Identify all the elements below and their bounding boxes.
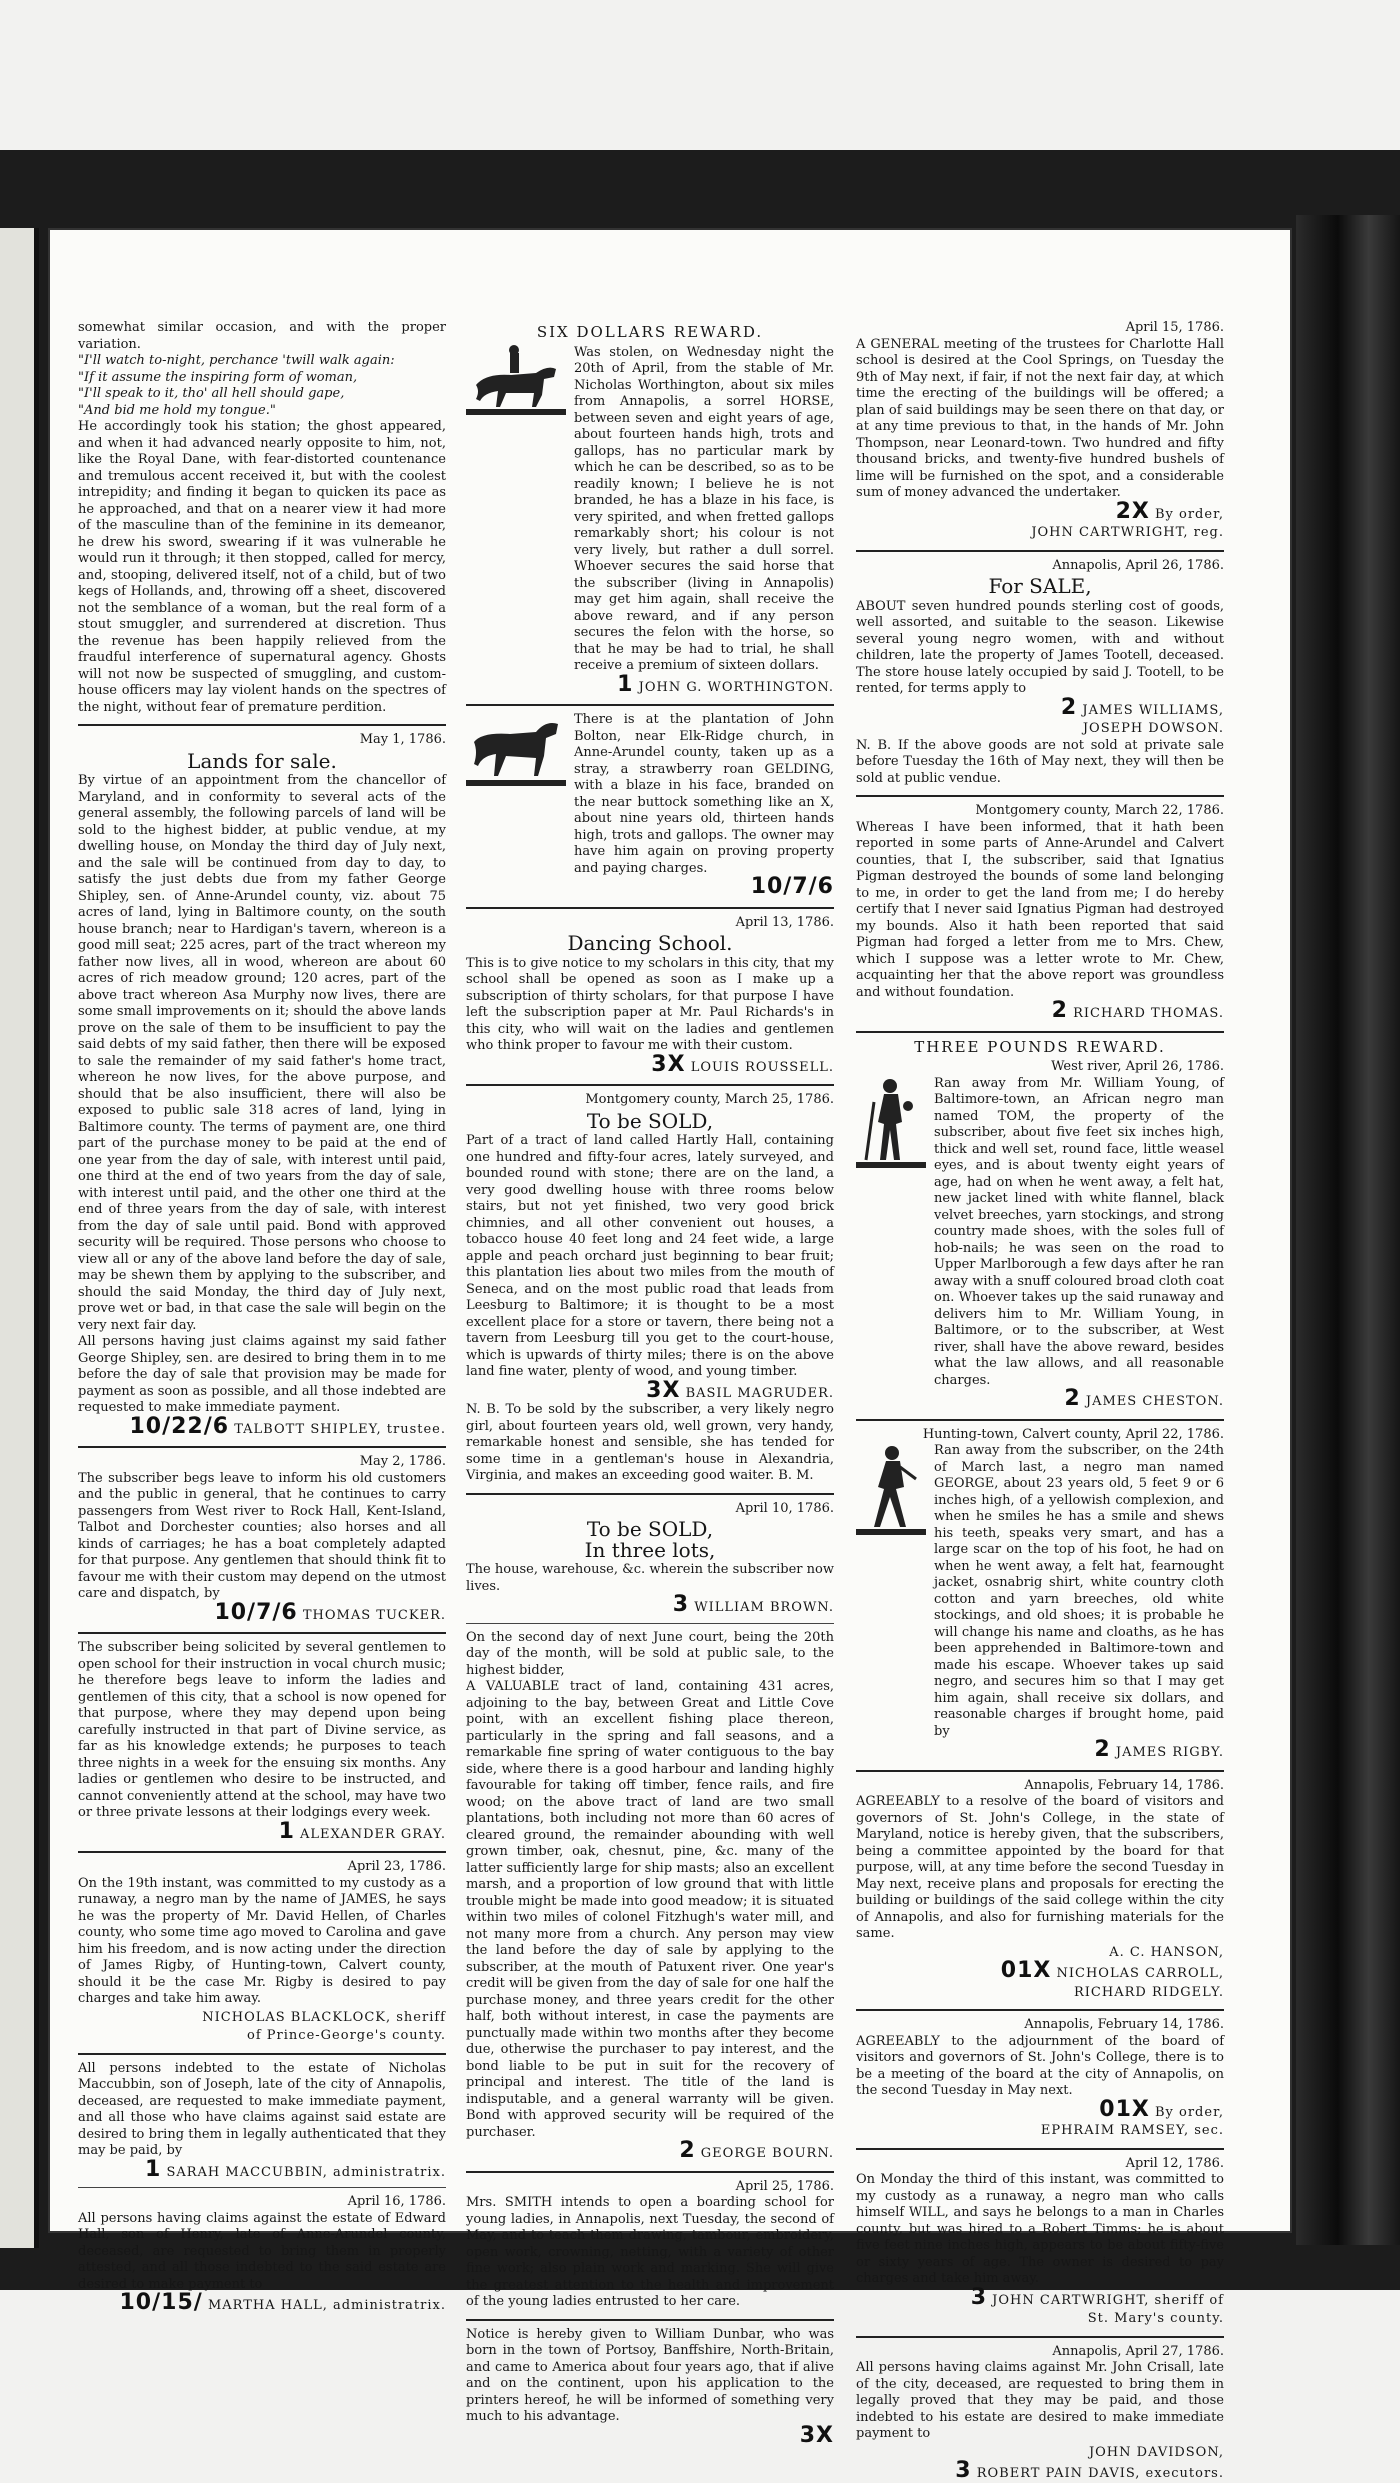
ad-body: N. B. To be sold by the subscriber, a very likely negro girl, about fourteen years old, well grown, very handy, remarkable honest and sensible, she has tended for some time in a gentleman's house in Alexandria, Virginia, and makes an exceeding good waiter. B. M. [466, 1402, 834, 1483]
handwritten-mark: 10/15/ [119, 2290, 203, 2315]
newspaper-page [48, 228, 1292, 2483]
ad-signature: 10/22/6 TALBOTT SHIPLEY, trustee. [129, 1413, 446, 1439]
handwritten-mark: 2 [1051, 998, 1068, 1023]
ad-body: Whereas I have been informed, that it hath been reported in some parts of Anne-Arundel and Calvert counties, that I, the subscriber, said that Ignatius Pigman destroyed the bounds of some land belonging to me, in order to get the land from me; I do hereby certify that I never said Ignatius Pigman had destroyed my bounds. Also it hath been reported that said Pigman had forged a letter from me to Mrs. Chew, which I suppose was a letter wrote to Mr. Chew, acquainting her that the above report was groundless and without foundation. [856, 819, 1224, 1000]
ad-signature: 3 JOHN CARTWRIGHT, sheriff of [970, 2284, 1224, 2310]
divider [466, 704, 834, 706]
ad-with-woodcut [856, 1076, 1224, 1390]
handwritten-mark: 3X [799, 2422, 834, 2448]
divider [856, 550, 1224, 552]
divider [856, 2336, 1224, 2338]
divider [466, 907, 834, 909]
dateline: Annapolis, February 14, 1786. [1024, 1777, 1224, 1793]
divider [78, 1446, 446, 1448]
handwritten-mark: 1 [617, 671, 634, 697]
ad-signature: 3X BASIL MAGRUDER. [646, 1377, 834, 1403]
handwritten-mark: 10/7/6 [214, 1599, 298, 1625]
dateline: April 25, 1786. [735, 2178, 834, 2194]
ad-heading: Dancing School. [567, 931, 733, 955]
dateline: West river, April 26, 1786. [1051, 1059, 1224, 1074]
ad-signature: 2 RICHARD THOMAS. [1051, 998, 1224, 1023]
ad-signature: 2 JAMES WILLIAMS, [1060, 694, 1224, 720]
ad-signature: 1 ALEXANDER GRAY. [278, 1818, 446, 1844]
handwritten-mark: 3X [646, 1377, 681, 1403]
handwritten-mark: 3 [955, 2458, 972, 2483]
ad-body: ABOUT seven hundred pounds sterling cost of goods, well assorted, and suitable to the season. Likewise several young negro women, with and without children, late the property of James Tootell, deceased. The store house lately occupied by said J. Tootell, to be rented, for terms apply to [856, 598, 1224, 696]
divider [78, 1632, 446, 1634]
ad-body: A GENERAL meeting of the trustees for Charlotte Hall school is desired at the Cool Springs, on Tuesday the 9th of May next, if fair, if not the next fair day, at which time the erecting of the buildings will be offered; a plan of said buildings may be seen there on that day, or at any time previous to that, in the hands of Mr. John Thompson, near Leonard-town. Two hundred and fifty thousand bricks, and twenty-five hundred bushels of lime will be furnished on the spot, and a considerable sum of money advanced the undertaker. [856, 336, 1224, 500]
ad-with-woodcut [466, 712, 834, 877]
ad-signature: 3 WILLIAM BROWN. [672, 1592, 834, 1617]
ad-heading: For SALE, [988, 574, 1092, 598]
ad-signature: 2 JAMES RIGBY. [1094, 1737, 1224, 1762]
dateline: April 15, 1786. [1125, 320, 1224, 335]
divider [466, 2171, 834, 2173]
ad-signature: JOHN CARTWRIGHT, reg. [1031, 525, 1224, 540]
handwritten-mark: 01X [1000, 1958, 1052, 1983]
ad-with-woodcut [466, 345, 834, 675]
ad-signature: 10/15/ MARTHA HALL, administratrix. [119, 2290, 446, 2315]
ad-body: AGREEABLY to the adjournment of the board of visitors and governors of St. John's College, there is to be a meeting of the board at the city of Annapolis, on the second Tuesday in May next. [856, 2033, 1224, 2098]
horse-woodcut-icon [466, 712, 566, 790]
ad-signature: 1 JOHN G. WORTHINGTON. [617, 671, 834, 697]
handwritten-mark: 1 [145, 2156, 162, 2182]
dateline: April 23, 1786. [347, 1859, 446, 1874]
book-binding [1296, 215, 1400, 2245]
dateline: May 2, 1786. [359, 1454, 446, 1469]
ad-heading: Lands for sale. [187, 748, 337, 773]
left-page-edge [0, 228, 39, 2248]
divider [856, 1419, 1224, 1421]
ad-body: The subscriber being solicited by several gentlemen to open school for their instruction in vocal church music; he therefore begs leave to inform the ladies and gentlemen of this city, that a school is now opened for that purpose, where they may depend upon being carefully instructed in that part of Divine service, as far as his knowledge extends; he purposes to teach three nights in a week for the ensuing six months. Any ladies or gentlemen who desire to be instructed, and cannot conveniently attend at the school, may have two or three private lessons at their lodgings every week. [78, 1640, 446, 1820]
ad-signature: 01X NICHOLAS CARROLL, [1000, 1958, 1224, 1983]
ad-body: All persons having claims against the estate of Edward Hall, son of Henry, late of Anne-Arundel county, deceased, are requested to bring them in properly attested, and all those indebted to the said estate are desired to make payment to [78, 2210, 446, 2292]
ad-body: By virtue of an appointment from the chancellor of Maryland, and in conformity to several acts of the general assembly, the following parcels of land will be sold to the highest bidder, at public vendue, at my dwelling house, on Monday the third day of July next, and the sale will be continued from day to day, to satisfy the just debts due from my father George Shipley, sen. of Anne-Arundel county, viz. about 75 acres of land, lying in Baltimore county, on the south house branch; near to Hardigan's tavern, whereon is a good mill seat; 225 acres, part of the tract whereon my father now lives, all in wood, whereon are about 60 acres of rich meadow ground; 120 acres, part of the above tract whereon Asa Murphy now lives, there are some small improvements on it; should the above lands prove on the sale of them to be insufficient to pay the said debts of my said father, then there will be exposed to sale the remainder of my said father's home tract, whereon he now lives, for the above purpose, and should that be also insufficient, there will also be exposed to public sale 318 acres of land, lying in Baltimore county. The terms of payment are, one third part of the purchase money to be paid at the end of one year from the day of sale, with interest until paid, one third at the end of two years from the day of sale, with interest until paid, and the other one third at the end of three years from the day of sale, with interest from the day of sale until paid. Bond with approved security will be required. Those persons who choose to view all or any of the above land before the day of sale, may be shewn them by applying to the subscriber, and should the said Monday, the third day of July next, prove wet or bad, in that case the sale will begin on the very next fair day. [78, 773, 446, 1333]
ad-signature: 10/7/6 THOMAS TUCKER. [214, 1599, 446, 1625]
ad-subheading: In three lots, [584, 1537, 716, 1562]
verse-line: "I'll speak to it, tho' all hell should gape, [78, 386, 345, 401]
ad-body: Was stolen, on Wednesday night the 20th of April, from the stable of Mr. Nicholas Worthington, about six miles from Annapolis, a sorrel HORSE, between seven and eight years of age, about fourteen hands high, trots and gallops, has no particular mark by which he can be described, so as to be readily known; I believe he is not branded, he has a blaze in his face, is very spirited, and when fretted gallops remarkably short; his colour is not very lively, but rather a dull sorrel. Whoever secures the said horse that the subscriber (living in Annapolis) may get him again, shall receive the above reward, and if any person secures the felon with the horse, so that he may be had to trial, he shall receive a premium of sixteen dollars. [574, 344, 834, 673]
divider [466, 2319, 834, 2321]
ad-signature: RICHARD RIDGELY. [1074, 1984, 1224, 2000]
ad-signature: NICHOLAS BLACKLOCK, sheriff [202, 2009, 446, 2025]
column-1 [78, 320, 446, 2315]
ad-body: On the second day of next June court, being the 20th day of the month, will be sold at public sale, to the highest bidder, [466, 1629, 834, 1678]
divider [466, 1493, 834, 1495]
ad-heading: THREE POUNDS REWARD. [914, 1037, 1166, 1056]
divider [78, 2053, 446, 2055]
ad-heading: To be SOLD, [586, 1517, 714, 1541]
divider [466, 1623, 834, 1624]
ad-signature: EPHRAIM RAMSEY, sec. [1040, 2123, 1224, 2138]
ad-byline: 2X By order, [1115, 498, 1224, 524]
verse-line: "And bid me hold my tongue." [78, 402, 276, 418]
ad-heading: SIX DOLLARS REWARD. [536, 323, 764, 341]
ad-signature: 3X LOUIS ROUSSELL. [651, 1051, 834, 1077]
ad-body: A VALUABLE tract of land, containing 431 acres, adjoining to the bay, between Great and Little Cove point, with an excellent fishing place thereon, particularly in the spring and fall seasons, and a remarkable fine spring of water contiguous to the bay side, where there is a good harbour and landing highly favourable for taking off timber, fence rails, and fire wood; on the above tract of land are two small plantations, both including not more than 60 acres of cleared ground, the remainder abounding with well grown timber, oak, chesnut, pine, &c. many of the latter sufficiently large for ship masts; also an excellent marsh, and a proportion of low ground that with little trouble might be made into good meadow; it is situated within two miles of colonel Fitzhugh's water mill, and not many more from a church. Any person may view the land before the day of sale by applying to the subscriber, at the mouth of Patuxent river. One year's credit will be given from the day of sale for one half the purchase money, and three years credit for the other half, both without interest, in case the payments are punctually made within two months after they become due, otherwise the purchaser to pay interest, and the bond liable to be put in suit for the recovery of principal and interest. The title of the land is indisputable, and a general warranty will be given. Bond with approved security will be required of the purchaser. [466, 1679, 834, 2140]
ad-body: Part of a tract of land called Hartly Hall, containing one hundred and fifty-four acres, lately surveyed, and bounded round with stone; there are on the land, a very good dwelling house with three rooms below stairs, but not yet finished, two very good brick chimnies, and all other convenient out houses, a tobacco house 40 feet long and 24 feet wide, a large apple and peach orchard just beginning to bear fruit; this plantation lies about two miles from the mouth of Seneca, and on the most public road that leads from Leesburg to Baltimore; it is thought to be a most excellent place for a store or tavern, there being not a tavern from Leesburg till you get to the court-house, which is upwards of thirty miles; there is on the above land fine water, plenty of wood, and young timber. [466, 1133, 834, 1379]
handwritten-mark: 3 [672, 1592, 690, 1617]
handwritten-mark: 2 [1064, 1386, 1081, 1411]
divider [856, 2148, 1224, 2150]
ad-body: All persons having just claims against my said father George Shipley, sen. are desired to bring them in to me before the day of sale that provision may be made for payment as soon as possible, and all those indebted are requested to make immediate payment. [78, 1334, 446, 1415]
ad-body: Notice is hereby given to William Dunbar, who was born in the town of Portsoy, Banffshire, North-Britain, and came to America about four years ago, that if alive and on the continent, upon his application to the printers hereof, he will be informed of something very much to his advantage. [466, 2326, 834, 2424]
divider [856, 795, 1224, 797]
divider [78, 724, 446, 726]
dateline: April 13, 1786. [735, 914, 834, 930]
runaway-figure-woodcut-icon [856, 1076, 926, 1172]
dateline: April 10, 1786. [735, 1500, 834, 1516]
divider [78, 2187, 446, 2188]
horse-and-rider-woodcut-icon [466, 345, 566, 419]
handwritten-mark: 10/7/6 [750, 874, 834, 899]
dateline: Montgomery county, March 22, 1786. [975, 803, 1224, 818]
verse-line: "I'll watch to-night, perchance 'twill walk again: [78, 353, 395, 368]
handwritten-mark: 2 [1060, 694, 1078, 720]
column-3 [856, 320, 1224, 2483]
ad-signature: St. Mary's county. [1087, 2311, 1224, 2326]
running-figure-woodcut-icon [856, 1443, 926, 1539]
ad-body: All persons having claims against Mr. John Crisall, late of the city, deceased, are requested to bring them in legally proved that they may be paid, and those indebted to his estate are desired to make immediate payment to [856, 2360, 1224, 2441]
divider [78, 1851, 446, 1853]
ad-signature: 1 SARAH MACCUBBIN, administratrix. [145, 2156, 446, 2182]
ad-body: The subscriber begs leave to inform his old customers and the public in general, that he continues to carry passengers from West river to Rock Hall, Kent-Island, Talbot and Dorchester counties; also horses and all kinds of carriages; he has a boat completely adapted for that purpose. Any gentlemen that should think fit to favour me with their custom may depend on the utmost care and dispatch, by [78, 1470, 446, 1601]
dateline: Hunting-town, Calvert county, April 22, 1786. [922, 1426, 1224, 1442]
divider [856, 1031, 1224, 1033]
ad-with-woodcut [856, 1443, 1224, 1740]
ad-body: This is to give notice to my scholars in this city, that my school shall be opened as soon as I make up a subscription of thirty scholars, for that purpose I have left the subscription paper at Mr. Paul Richards's in this city, who will wait on the ladies and gentlemen who think proper to favour me with their custom. [466, 955, 834, 1053]
handwritten-mark: 10/22/6 [129, 1413, 230, 1439]
handwritten-mark: 1 [278, 1818, 295, 1844]
handwritten-mark: 2 [679, 2138, 696, 2163]
ad-body: Ran away from the subscriber, on the 24th of March last, a negro man named GEORGE, about 23 years old, 5 feet 9 or 6 inches high, of a yellowish complexion, and when he smiles he has a smile and shews his teeth, speaks very smart, and has a large scar on the top of his foot, he had on when he went away, a felt hat, fearnought jacket, osnabrig shirt, white country cloth cotton and yarn breeches, old white stockings, and old shoes; it is probable he will change his name and cloaths, as he has been apprehended in Baltimore-town and made his escape. Whoever takes up said negro, and secures him so that I may get him again, shall receive six dollars, and reasonable charges if brought home, paid by [934, 1443, 1224, 1739]
ad-signature: 2 GEORGE BOURN. [679, 2138, 834, 2163]
dateline: Annapolis, February 14, 1786. [1024, 2017, 1224, 2032]
handwritten-mark: 3X [651, 1051, 686, 1077]
dateline: April 16, 1786. [347, 2194, 446, 2209]
ad-signature: 2 JAMES CHESTON. [1064, 1386, 1224, 1411]
ad-body: Ran away from Mr. William Young, of Baltimore-town, an African negro man named TOM, the property of the subscriber, about five feet six inches high, thick and well set, round face, little weasel eyes, and is about twenty eight years of age, had on when he went away, a felt hat, new jacket lined with white flannel, black velvet breeches, yarn stockings, and strong country made shoes, with the soles full of hob-nails; he was seen on the road to Upper Marlborough a few days after he ran away with a snuff coloured broad cloth coat on. Whoever takes up the said runaway and delivers him to Mr. William Young, in Baltimore, or to the subscriber, at West river, shall have the above reward, besides what the law allows, and all reasonable charges. [934, 1075, 1224, 1388]
divider [856, 2009, 1224, 2011]
handwritten-mark: 2X [1115, 498, 1150, 524]
column-2 [466, 320, 834, 2447]
ad-signature: JOHN DAVIDSON, [1088, 2444, 1224, 2460]
ad-body: There is at the plantation of John Bolton, near Elk-Ridge church, in Anne-Arundel county, taken up as a stray, a strawberry roan GELDING, with a blaze in his face, branded on the near buttock something like an X, about nine years old, thirteen hands high, trots and gallops. The owner may have him again on proving property and paying charges. [574, 712, 834, 876]
dateline: Montgomery county, March 25, 1786. [585, 1092, 834, 1107]
dateline: May 1, 1786. [359, 732, 446, 747]
ad-signature: JOSEPH DOWSON. [1082, 721, 1224, 736]
ad-body: AGREEABLY to a resolve of the board of visitors and governors of St. John's College, in the state of Maryland, notice is hereby given, that the subscribers, being a committee appointed by the board for that purpose, will, at any time before the second Tuesday in May next, receive plans and proposals for erecting the building or buildings of the said college within the city of Annapolis, and also for furnishing materials for the same. [856, 1794, 1224, 1941]
story-text: He accordingly took his station; the ghost appeared, and when it had advanced nearly opposite to him, not, like the Royal Dane, with fear-distorted countenance and tremulous accent received it, but with the coolest intrepidity; and finding it began to quicken its pace as he approached, and that on a nearer view it had more of the masculine than of the feminine in its demeanor, he drew his sword, swearing if it was vulnerable he would run it through; it then stopped, called for mercy, and, stooping, delivered itself, not of a child, but of two kegs of Hollands, and, throwing off a sheet, discovered not the semblance of a woman, but the real form of a stout smuggler, and surrendered at discretion. Thus the revenue has been happily relieved from the fraudful interference of supernatural agency. Ghosts will not now be suspected of smuggling, and custom-house officers may lay violent hands on the spectres of the night, without fear of premature perdition. [78, 419, 446, 715]
ad-body: The house, warehouse, &c. wherein the subscriber now lives. [466, 1562, 834, 1594]
ad-body: On Monday the third of this instant, was committed to my custody as a runaway, a negro man who calls himself WILL, and says he belongs to a man in Charles county, but was hired to a Robert Timms; he is about five feet nine inches high, appears to be about fifty-five or sixty years of age. The owner is desired to pay charges and take him away. [856, 2172, 1224, 2286]
ad-body: N. B. If the above goods are not sold at private sale before Tuesday the 16th of May next, they will then be sold at public vendue. [856, 737, 1224, 786]
verse-line: "If it assume the inspiring form of woman, [78, 369, 358, 385]
ad-body: Mrs. SMITH intends to open a boarding school for young ladies, in Annapolis, next Tuesday, the second of May, and to teach them drawing, tambour, embroidery, open work, crowning, netting, with a variety of other fine work; also plain work and marking. She will give the greatest attention to the health and improvement of the young ladies entrusted to her care. [466, 2195, 834, 2309]
handwritten-mark: 3 [970, 2284, 988, 2310]
handwritten-mark: 01X [1099, 2096, 1150, 2122]
dateline: Annapolis, April 26, 1786. [1052, 557, 1224, 573]
divider [856, 1770, 1224, 1772]
handwritten-mark: 2 [1094, 1737, 1111, 1762]
divider [466, 1084, 834, 1086]
ad-signature: of Prince-George's county. [247, 2028, 446, 2043]
ad-signature: A. C. HANSON, [1109, 1944, 1224, 1960]
ad-body: On the 19th instant, was committed to my custody as a runaway, a negro man by the name of JAMES, he says he was the property of Mr. David Hellen, of Charles county, who some time ago moved to Carolina and gave him his freedom, and is now acting under the direction of James Rigby, of Hunting-town, Calvert county, should it be the case Mr. Rigby is desired to pay charges and take him away. [78, 1875, 446, 2006]
ad-body: All persons indebted to the estate of Nicholas Maccubbin, son of Joseph, late of the city of Annapolis, deceased, are requested to make immediate payment, and all those who have claims against said estate are desired to bring them in legally authenticated that they may be paid, by [78, 2060, 446, 2158]
ad-heading: To be SOLD, [586, 1108, 714, 1133]
ad-signature: 3 ROBERT PAIN DAVIS, executors. [955, 2458, 1224, 2483]
story-intro: somewhat similar occasion, and with the proper variation. [78, 320, 446, 352]
dateline: Annapolis, April 27, 1786. [1052, 2343, 1224, 2359]
ad-byline: 01X By order, [1099, 2096, 1224, 2122]
dateline: April 12, 1786. [1125, 2155, 1224, 2171]
